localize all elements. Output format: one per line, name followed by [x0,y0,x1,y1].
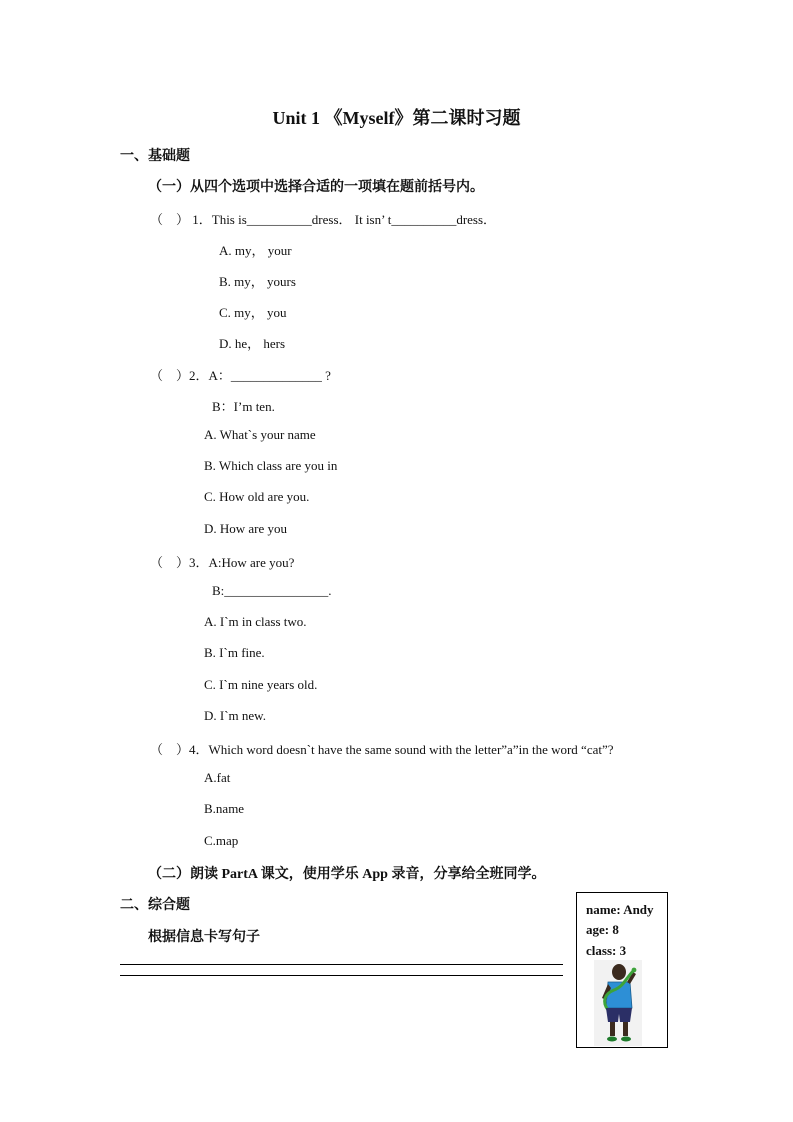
question-1-option-b: B. my， yours [219,274,296,289]
question-2-option-a: A. What`s your name [204,427,316,442]
boy-with-snake-illustration [594,960,642,1046]
question-3-reply: B:________________. [212,583,332,598]
question-2-stem: （ ）2．A：______________ ? [150,368,331,383]
card-name: name: Andy [586,902,654,917]
section2-instruction: 根据信息卡写句子 [148,930,260,945]
question-3-stem: （ ）3．A:How are you? [150,555,295,570]
section1-heading: 一、基础题 [120,149,190,164]
question-4-option-b: B.name [204,801,245,816]
question-2-reply: B：I’m ten. [212,399,275,414]
answer-line-1 [120,964,563,965]
question-1-option-a: A. my， your [219,243,292,258]
section2-heading: 二、综合题 [120,898,190,913]
page-title: Unit 1 《Myself》第二课时习题 [272,108,521,128]
question-1-stem: （ ） 1．This is__________dress． It isn’ t__________dress． [150,212,497,227]
card-class: class: 3 [586,943,627,958]
question-4-option-c: C.map [204,833,239,848]
question-1-option-c: C. my， you [219,305,287,320]
part1-heading: （一）从四个选项中选择合适的一项填在题前括号内。 [148,180,484,195]
question-4-option-a: A.fat [204,770,231,785]
answer-line-2 [120,975,563,976]
question-1-option-d: D. he， hers [219,336,286,351]
question-4-stem: （ ）4．Which word doesn`t have the same sound with the letter”a”in the word “cat”? [150,742,614,757]
question-2-option-b: B. Which class are you in [204,458,338,473]
question-3-option-b: B. I`m fine. [204,645,265,660]
question-2-option-d: D. How are you [204,521,288,536]
question-3-option-a: A. I`m in class two. [204,614,307,629]
question-3-option-c: C. I`m nine years old. [204,677,318,692]
question-3-option-d: D. I`m new. [204,708,266,723]
question-2-option-c: C. How old are you. [204,489,310,504]
part2-heading: （二）朗读 PartA 课文，使用学乐 App 录音，分享给全班同学。 [148,867,546,882]
card-age: age: 8 [586,922,619,937]
